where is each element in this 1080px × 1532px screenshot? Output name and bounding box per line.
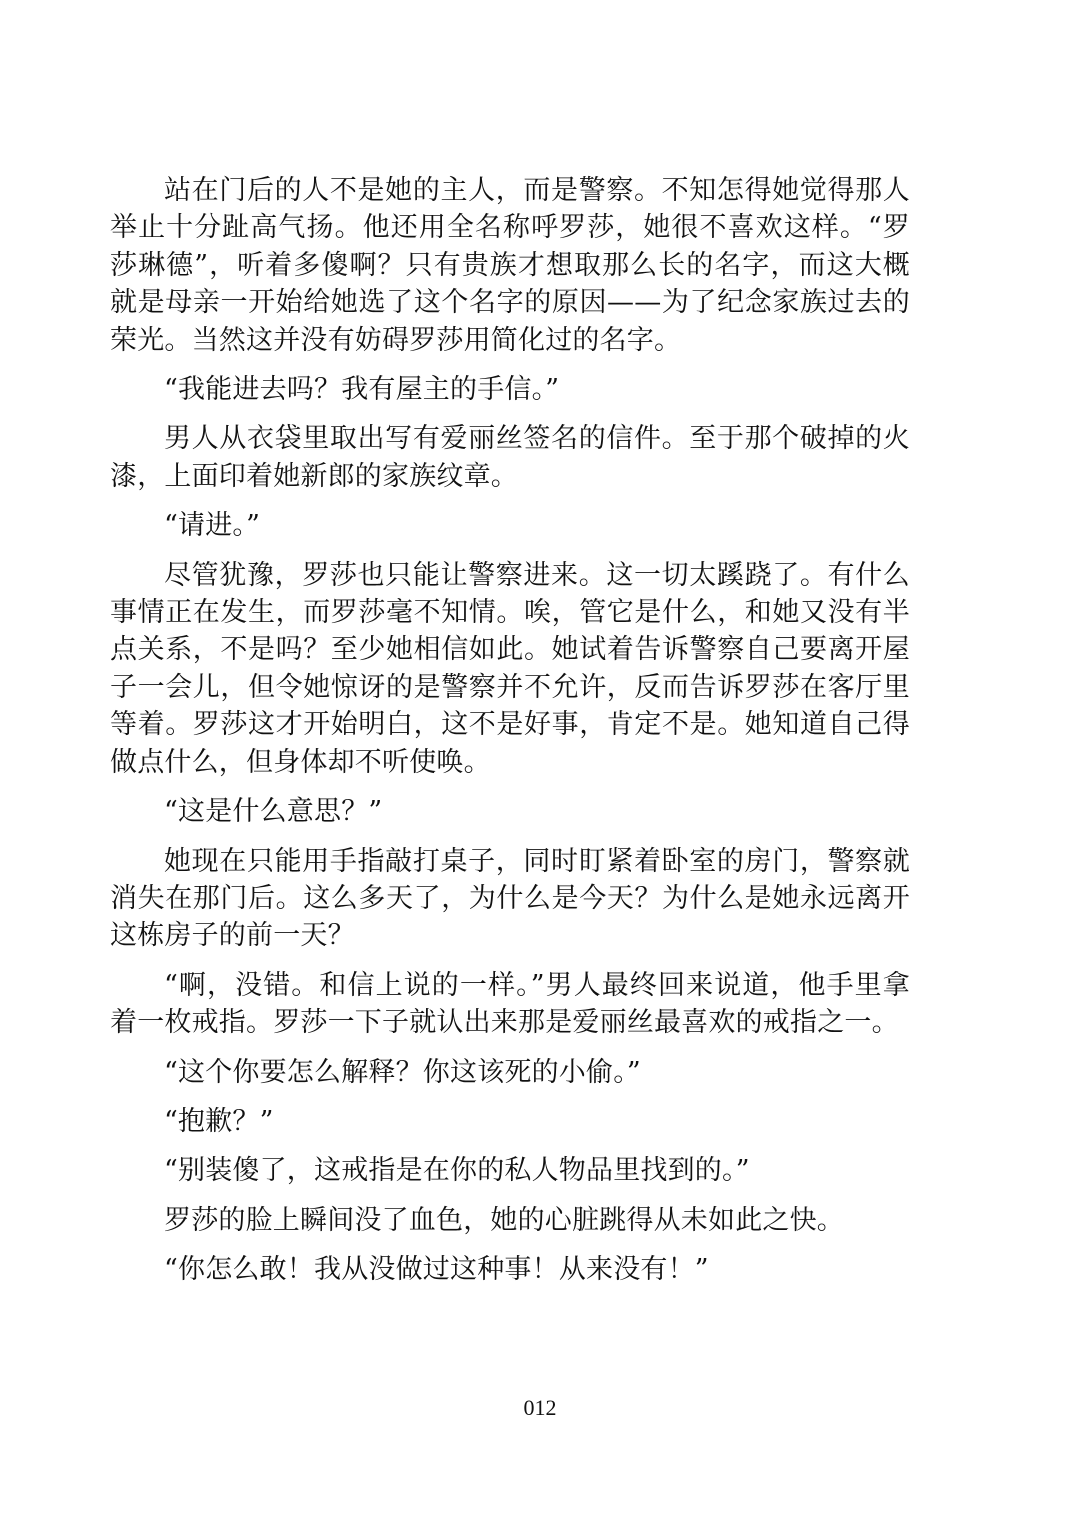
paragraph-3: 男人从衣袋里取出写有爱丽丝签名的信件。至于那个破掉的火漆，上面印着她新郎的家族纹章。 [110, 423, 910, 492]
paragraph-4: “请进。” [164, 510, 261, 542]
paragraph-13: “你怎么敢！我从没做过这种事！从来没有！” [164, 1254, 709, 1286]
paragraph-7: 她现在只能用手指敲打桌子，同时盯紧着卧室的房门，警察就消失在那门后。这么多天了，为什么是今天？为什么是她永远离开这栋房子的前一天？ [110, 845, 910, 952]
paragraph-8: “啊，没错。和信上说的一样。”男人最终回来说道，他手里拿着一枚戒指。罗莎一下子就认出来那是爱丽丝最喜欢的戒指之一。 [110, 969, 910, 1039]
paragraph-11: “别装傻了，这戒指是在你的私人物品里找到的。” [164, 1155, 750, 1187]
paragraph-5: 尽管犹豫，罗莎也只能让警察进来。这一切太蹊跷了。有什么事情正在发生，而罗莎毫不知情。唉，管它是什么，和她又没有半点关系，不是吗？至少她相信如此。她试着告诉警察自己要离开屋子一会儿，但令她惊讶的是警察并不允许，反而告诉罗莎在客厅里等着。罗莎这才开始明白，这不是好事，肯定不是。她知道自己得做点什么，但身体却不听使唤。 [110, 559, 910, 778]
paragraph-12: 罗莎的脸上瞬间没了血色，她的心脏跳得从未如此之快。 [164, 1204, 844, 1236]
paragraph-1: 站在门后的人不是她的主人，而是警察。不知怎得她觉得那人举止十分趾高气扬。他还用全名称呼罗莎，她很不喜欢这样。“罗莎琳德”，听着多傻啊？只有贵族才想取那么长的名字，而这大概就是母亲一开始给她选了这个名字的原因——为了纪念家族过去的荣光。当然这并没有妨碍罗莎用简化过的名字。 [110, 175, 910, 356]
body-text [110, 172, 910, 1301]
page-number: 012 [523, 1395, 557, 1420]
paragraph-2: “我能进去吗？我有屋主的手信。” [164, 374, 560, 406]
paragraph-9: “这个你要怎么解释？你这该死的小偷。” [164, 1056, 641, 1088]
paragraph-10: “抱歉？” [164, 1105, 274, 1137]
paragraph-6: “这是什么意思？” [164, 796, 383, 828]
